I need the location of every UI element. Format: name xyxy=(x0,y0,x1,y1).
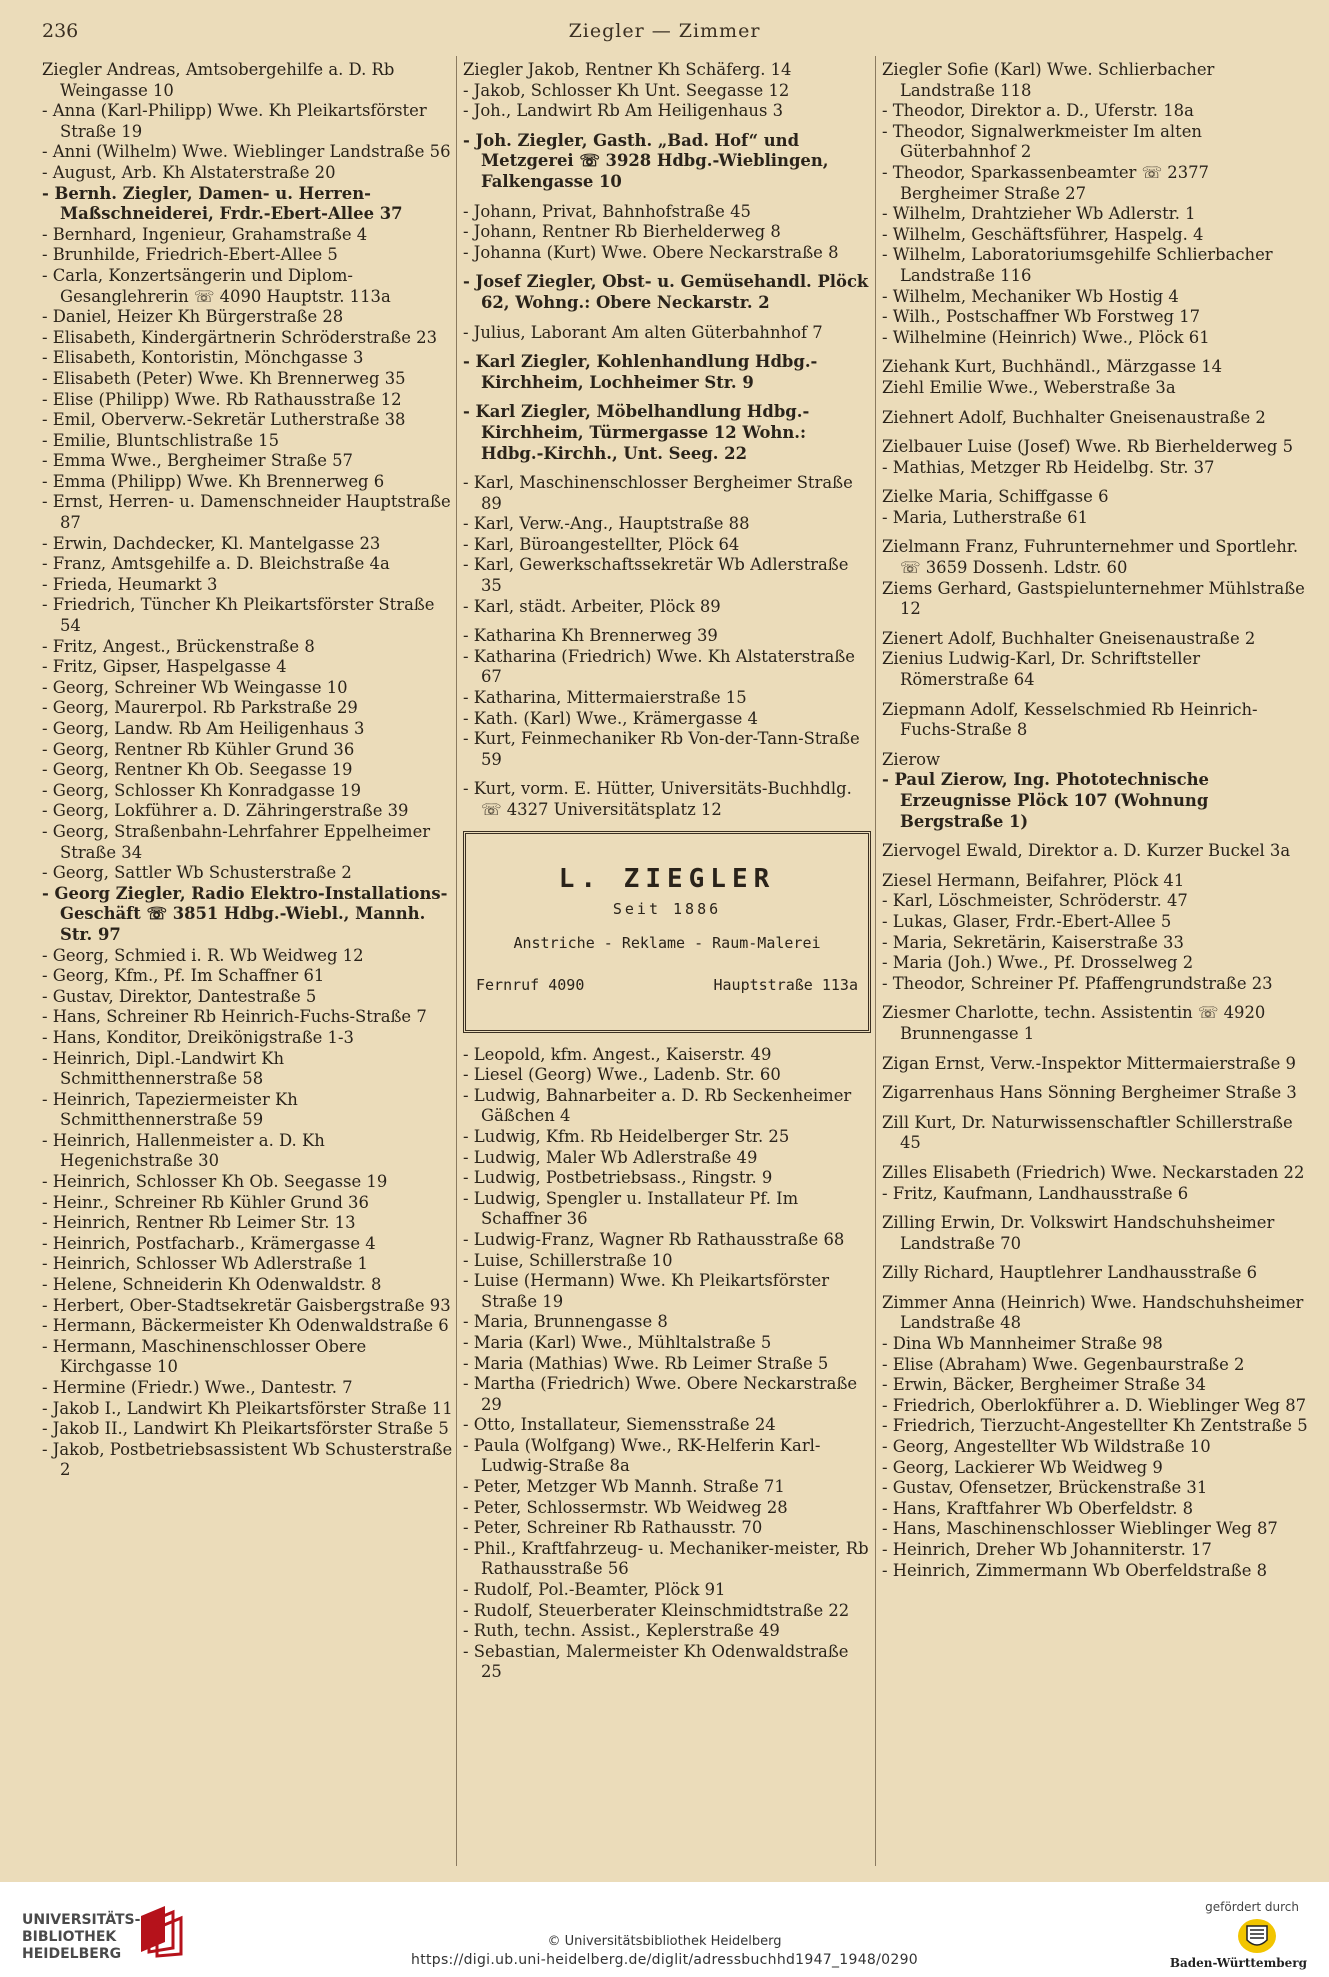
directory-entry: - Karl, Büroangestellter, Plöck 64 xyxy=(463,534,740,554)
directory-entry: - Heinr., Schreiner Rb Kühler Grund 36 xyxy=(42,1192,369,1212)
ad-services: Anstriche - Reklame - Raum-Malerei xyxy=(513,933,821,952)
directory-entry: - Fritz, Kaufmann, Landhausstraße 6 xyxy=(882,1183,1189,1203)
directory-entry: - Hans, Maschinenschlosser Wieblinger Weg 87 xyxy=(882,1519,1278,1539)
directory-entry: - Heinrich, Tapeziermeister Kh Schmitthennerstraße 59 xyxy=(42,1089,298,1130)
directory-entry: - Herbert, Ober-Stadtsekretär Gaisbergstraße 93 xyxy=(42,1295,451,1315)
column-divider xyxy=(456,56,457,1866)
directory-entry: - Georg, Straßenbahn-Lehrfahrer Eppelheimer Straße 34 xyxy=(42,821,431,862)
directory-entry: - Hans, Konditor, Dreikönigstraße 1-3 xyxy=(42,1027,354,1047)
running-head: Ziegler — Zimmer xyxy=(568,20,761,42)
directory-entry: - Jakob, Schlosser Kh Unt. Seegasse 12 xyxy=(463,80,790,100)
directory-entry: - Martha (Friedrich) Wwe. Obere Neckarstraße 29 xyxy=(463,1374,858,1414)
directory-entry: - Helene, Schneiderin Kh Odenwaldstr. 8 xyxy=(42,1275,382,1295)
directory-entry: - Jakob II., Landwirt Kh Pleikartsförster Straße 5 xyxy=(42,1419,449,1439)
directory-entry: - Joh. Ziegler, Gasth. „Bad. Hof“ und Metzgerei ☏ 3928 Hdbg.-Wieblingen, Falkengasse 10 xyxy=(463,130,829,191)
directory-entry: - Wilh., Postschaffner Wb Forstweg 17 xyxy=(882,307,1201,327)
directory-entry: - Phil., Kraftfahrzeug- u. Mechaniker-meister, Rb Rathausstraße 56 xyxy=(463,1538,869,1579)
directory-entry: Ziesel Hermann, Beifahrer, Plöck 41 xyxy=(882,870,1185,890)
directory-entry: - Heinrich, Postfacharb., Krämergasse 4 xyxy=(42,1233,376,1253)
directory-column-1 xyxy=(42,60,454,1481)
directory-entry: Ziehnert Adolf, Buchhalter Gneisenaustraße 2 xyxy=(882,407,1266,427)
directory-entry: - Johanna (Kurt) Wwe. Obere Neckarstraße 8 xyxy=(463,242,839,262)
directory-entry: - Wilhelmine (Heinrich) Wwe., Plöck 61 xyxy=(882,327,1210,347)
directory-entry: - Hermann, Bäckermeister Kh Odenwaldstraße 6 xyxy=(42,1316,449,1336)
directory-entry: - Jakob I., Landwirt Kh Pleikartsförster Straße 11 xyxy=(42,1398,453,1418)
directory-entry: - Karl, Gewerkschaftssekretär Wb Adlerstraße 35 xyxy=(463,555,849,596)
column-2-top-entries xyxy=(463,60,871,821)
directory-entry: - Franz, Amtsgehilfe a. D. Bleichstraße 4a xyxy=(42,554,390,574)
directory-entry: - Friedrich, Tierzucht-Angestellter Kh Zentstraße 5 xyxy=(882,1416,1308,1436)
directory-entry: - Emma Wwe., Bergheimer Straße 57 xyxy=(42,451,353,471)
directory-entry: Ziegler Andreas, Amtsobergehilfe a. D. Rb Weingasse 10 xyxy=(42,60,395,100)
directory-entry: Ziegler Sofie (Karl) Wwe. Schlierbacher Landstraße 118 xyxy=(882,60,1215,100)
directory-entry: Zigarrenhaus Hans Sönning Bergheimer Straße 3 xyxy=(882,1083,1297,1103)
directory-entry: - Kurt, Feinmechaniker Rb Von-der-Tann-Straße 59 xyxy=(463,729,860,769)
directory-entry: - Ludwig-Franz, Wagner Rb Rathausstraße 68 xyxy=(463,1229,845,1249)
directory-entry: - Heinrich, Zimmermann Wb Oberfeldstraße 8 xyxy=(882,1560,1268,1580)
directory-entry: - Georg, Rentner Kh Ob. Seegasse 19 xyxy=(42,760,353,780)
directory-entry: - Maria, Lutherstraße 61 xyxy=(882,507,1089,527)
directory-entry: - Fritz, Gipser, Haspelgasse 4 xyxy=(42,657,287,677)
directory-entry: - Brunhilde, Friedrich-Ebert-Allee 5 xyxy=(42,245,338,265)
directory-entry: - Elise (Philipp) Wwe. Rb Rathausstraße 12 xyxy=(42,389,402,409)
directory-entry: - Leopold, kfm. Angest., Kaiserstr. 49 xyxy=(463,1044,772,1064)
directory-entry: - Emil, Oberverw.-Sekretär Lutherstraße 38 xyxy=(42,410,406,430)
directory-entry: - Heinrich, Rentner Rb Leimer Str. 13 xyxy=(42,1213,356,1233)
page-number: 236 xyxy=(42,20,79,42)
directory-entry: - Heinrich, Schlosser Wb Adlerstraße 1 xyxy=(42,1254,368,1274)
directory-entry: - Georg, Lackierer Wb Weidweg 9 xyxy=(882,1457,1163,1477)
directory-entry: - Theodor, Direktor a. D., Uferstr. 18a xyxy=(882,101,1194,121)
directory-entry: - Peter, Schlossermstr. Wb Weidweg 28 xyxy=(463,1497,788,1517)
permalink-url[interactable]: https://digi.ub.uni-heidelberg.de/diglit/adressbuchhd1947_1948/0290 xyxy=(411,1952,918,1968)
directory-entry: Ziervogel Ewald, Direktor a. D. Kurzer Buckel 3a xyxy=(882,841,1291,861)
directory-entry: - Gustav, Direktor, Dantestraße 5 xyxy=(42,986,317,1006)
directory-entry: - Friedrich, Tüncher Kh Pleikartsförster Straße 54 xyxy=(42,595,435,636)
directory-entry: - Erwin, Bäcker, Bergheimer Straße 34 xyxy=(882,1375,1206,1395)
directory-entry: - Kath. (Karl) Wwe., Krämergasse 4 xyxy=(463,708,758,728)
digitization-footer xyxy=(0,1882,1329,1977)
directory-entry: - Luise (Hermann) Wwe. Kh Pleikartsförster Straße 19 xyxy=(463,1271,830,1311)
directory-entry: Ziepmann Adolf, Kesselschmied Rb Heinrich-Fuchs-Straße 8 xyxy=(882,699,1258,740)
directory-entry: Zill Kurt, Dr. Naturwissenschaftler Schillerstraße 45 xyxy=(882,1112,1293,1153)
directory-entry: - Rudolf, Steuerberater Kleinschmidtstraße 22 xyxy=(463,1600,850,1620)
directory-entry: - Dina Wb Mannheimer Straße 98 xyxy=(882,1334,1163,1354)
directory-entry: - Wilhelm, Geschäftsführer, Haspelg. 4 xyxy=(882,224,1204,244)
directory-entry: - Ruth, techn. Assist., Keplerstraße 49 xyxy=(463,1621,780,1641)
directory-entry: - Mathias, Metzger Rb Heidelbg. Str. 37 xyxy=(882,457,1215,477)
directory-entry: - Johann, Privat, Bahnhofstraße 45 xyxy=(463,201,751,221)
directory-entry: - Theodor, Schreiner Pf. Pfaffengrundstraße 23 xyxy=(882,973,1273,993)
directory-entry: - Emma (Philipp) Wwe. Kh Brennerweg 6 xyxy=(42,471,385,491)
directory-entry: - Karl Ziegler, Kohlenhandlung Hdbg.-Kirchheim, Lochheimer Str. 9 xyxy=(463,352,818,392)
directory-entry: - Katharina (Friedrich) Wwe. Kh Alstaterstraße 67 xyxy=(463,646,855,687)
directory-entry: Ziems Gerhard, Gastspielunternehmer Mühlstraße 12 xyxy=(882,578,1305,619)
directory-entry: - Georg, Kfm., Pf. Im Schaffner 61 xyxy=(42,966,325,986)
directory-entry: - Georg, Schlosser Kh Konradgasse 19 xyxy=(42,780,361,800)
directory-entry: - August, Arb. Kh Alstaterstraße 20 xyxy=(42,162,336,182)
directory-entry: Zilles Elisabeth (Friedrich) Wwe. Neckarstaden 22 xyxy=(882,1162,1305,1182)
library-name-line: BIBLIOTHEK xyxy=(22,1929,117,1945)
directory-entry: Zielbauer Luise (Josef) Wwe. Rb Bierhelderweg 5 xyxy=(882,437,1294,457)
directory-entry: - Karl, Maschinenschlosser Bergheimer Straße 89 xyxy=(463,473,853,513)
directory-entry: - Julius, Laborant Am alten Güterbahnhof 7 xyxy=(463,322,823,342)
directory-entry: - Ernst, Herren- u. Damenschneider Hauptstraße 87 xyxy=(42,492,451,533)
directory-entry: - Georg, Angestellter Wb Wildstraße 10 xyxy=(882,1437,1211,1457)
ad-phone: Fernruf 4090 xyxy=(476,975,585,994)
directory-entry: - Karl, Verw.-Ang., Hauptstraße 88 xyxy=(463,514,750,534)
directory-entry: - Lukas, Glaser, Frdr.-Ebert-Allee 5 xyxy=(882,911,1172,931)
directory-entry: - Hans, Schreiner Rb Heinrich-Fuchs-Straße 7 xyxy=(42,1007,427,1027)
directory-entry: - Rudolf, Pol.-Beamter, Plöck 91 xyxy=(463,1580,726,1600)
directory-entry: - Georg, Rentner Rb Kühler Grund 36 xyxy=(42,739,355,759)
directory-entry: - Jakob, Postbetriebsassistent Wb Schusterstraße 2 xyxy=(42,1439,453,1480)
directory-entry: - Maria (Joh.) Wwe., Pf. Drosselweg 2 xyxy=(882,953,1194,973)
directory-entry: - Katharina, Mittermaierstraße 15 xyxy=(463,688,747,708)
directory-entry: - Anna (Karl-Philipp) Wwe. Kh Pleikartsförster Straße 19 xyxy=(42,101,427,141)
directory-entry: - Georg, Sattler Wb Schusterstraße 2 xyxy=(42,863,352,883)
ad-founded: Seit 1886 xyxy=(612,899,722,918)
directory-entry: Ziehank Kurt, Buchhändl., Märzgasse 14 xyxy=(882,357,1223,377)
directory-entry: - Ludwig, Bahnarbeiter a. D. Rb Seckenheimer Gäßchen 4 xyxy=(463,1085,852,1126)
directory-entry: - Ludwig, Postbetriebsass., Ringstr. 9 xyxy=(463,1168,773,1188)
directory-entry: Zienert Adolf, Buchhalter Gneisenaustraße 2 xyxy=(882,628,1256,648)
directory-entry: - Georg, Schreiner Wb Weingasse 10 xyxy=(42,677,348,697)
directory-entry: - Wilhelm, Laboratoriumsgehilfe Schlierbacher Landstraße 116 xyxy=(882,245,1273,285)
directory-entry: - Maria, Brunnengasse 8 xyxy=(463,1312,668,1332)
directory-entry: Zierow xyxy=(882,749,941,769)
directory-entry: - Theodor, Signalwerkmeister Im alten Güterbahnhof 2 xyxy=(882,121,1202,162)
directory-entry: - Georg Ziegler, Radio Elektro-Installations-Geschäft ☏ 3851 Hdbg.-Wiebl., Mannh. Str. 97 xyxy=(42,883,448,944)
directory-entry: Ziesmer Charlotte, techn. Assistentin ☏ 4920 Brunnengasse 1 xyxy=(882,1003,1266,1043)
directory-entry: Zielmann Franz, Fuhrunternehmer und Sportlehr. ☏ 3659 Dossenh. Ldstr. 60 xyxy=(882,537,1299,578)
directory-entry: - Heinrich, Dreher Wb Johanniterstr. 17 xyxy=(882,1540,1212,1559)
directory-entry: - Paula (Wolfgang) Wwe., RK-Helferin Karl-Ludwig-Straße 8a xyxy=(463,1435,821,1476)
directory-entry: - Hermann, Maschinenschlosser Obere Kirchgasse 10 xyxy=(42,1336,367,1377)
directory-entry: - Georg, Landw. Rb Am Heiligenhaus 3 xyxy=(42,719,365,738)
directory-entry: - Karl Ziegler, Möbelhandlung Hdbg.-Kirchheim, Türmergasse 12 Wohn.: Hdbg.-Kirchh., Unt. Seeg. 22 xyxy=(463,402,810,463)
directory-column-2 xyxy=(463,60,871,1683)
state-coat-of-arms-icon xyxy=(1237,1918,1277,1954)
directory-entry: - Georg, Maurerpol. Rb Parkstraße 29 xyxy=(42,698,358,718)
directory-entry: - Karl, Löschmeister, Schröderstr. 47 xyxy=(882,891,1188,911)
directory-entry: - Elise (Abraham) Wwe. Gegenbaurstraße 2 xyxy=(882,1354,1245,1374)
directory-entry: - Paul Zierow, Ing. Phototechnische Erzeugnisse Plöck 107 (Wohnung Bergstraße 1) xyxy=(882,770,1209,831)
advertisement-l-ziegler xyxy=(463,831,871,1033)
directory-entry: Zilly Richard, Hauptlehrer Landhausstraße 6 xyxy=(882,1263,1258,1283)
copyright-notice: © Universitätsbibliothek Heidelberg xyxy=(547,1934,782,1949)
directory-entry: - Hans, Kraftfahrer Wb Oberfeldstr. 8 xyxy=(882,1498,1194,1518)
directory-entry: - Georg, Schmied i. R. Wb Weidweg 12 xyxy=(42,945,364,965)
column-2-bottom-entries xyxy=(463,1045,871,1683)
directory-entry: - Bernh. Ziegler, Damen- u. Herren-Maßschneiderei, Frdr.-Ebert-Allee 37 xyxy=(42,183,403,224)
directory-entry: - Heinrich, Schlosser Kh Ob. Seegasse 19 xyxy=(42,1172,388,1192)
directory-entry: - Daniel, Heizer Kh Bürgerstraße 28 xyxy=(42,307,344,327)
library-name-line: UNIVERSITÄTS- xyxy=(22,1912,141,1928)
directory-entry: - Bernhard, Ingenieur, Grahamstraße 4 xyxy=(42,224,368,244)
directory-entry: - Josef Ziegler, Obst- u. Gemüsehandl. Plöck 62, Wohng.: Obere Neckarstr. 2 xyxy=(463,272,869,312)
directory-entry: - Ludwig, Maler Wb Adlerstraße 49 xyxy=(463,1147,758,1167)
directory-entry: - Hermine (Friedr.) Wwe., Dantestr. 7 xyxy=(42,1378,353,1397)
directory-entry: Ziehl Emilie Wwe., Weberstraße 3a xyxy=(882,377,1176,397)
directory-entry: - Friedrich, Oberlokführer a. D. Wieblinger Weg 87 xyxy=(882,1395,1307,1415)
directory-entry: Zilling Erwin, Dr. Volkswirt Handschuhsheimer Landstraße 70 xyxy=(882,1213,1275,1253)
directory-entry: - Heinrich, Hallenmeister a. D. Kh Hegenichstraße 30 xyxy=(42,1130,325,1171)
library-name-line: HEIDELBERG xyxy=(22,1946,122,1962)
directory-entry: - Emilie, Bluntschlistraße 15 xyxy=(42,430,280,450)
directory-entry: Ziegler Jakob, Rentner Kh Schäferg. 14 xyxy=(463,60,792,79)
directory-entry: - Heinrich, Dipl.-Landwirt Kh Schmitthennerstraße 58 xyxy=(42,1048,285,1089)
directory-column-3 xyxy=(882,60,1312,1581)
directory-entry: - Ludwig, Spengler u. Installateur Pf. Im Schaffner 36 xyxy=(463,1188,799,1229)
directory-entry: - Theodor, Sparkassenbeamter ☏ 2377 Bergheimer Straße 27 xyxy=(882,162,1209,203)
directory-entry: - Peter, Schreiner Rb Rathausstr. 70 xyxy=(463,1518,763,1538)
directory-entry: - Erwin, Dachdecker, Kl. Mantelgasse 23 xyxy=(42,533,381,553)
directory-entry: - Elisabeth, Kontoristin, Mönchgasse 3 xyxy=(42,348,364,368)
directory-entry: - Katharina Kh Brennerweg 39 xyxy=(463,626,718,646)
directory-entry: Zigan Ernst, Verw.-Inspektor Mittermaierstraße 9 xyxy=(882,1053,1296,1073)
directory-entry: - Johann, Rentner Rb Bierhelderweg 8 xyxy=(463,222,781,242)
directory-entry: - Wilhelm, Drahtzieher Wb Adlerstr. 1 xyxy=(882,204,1196,224)
directory-entry: - Carla, Konzertsängerin und Diplom-Gesanglehrerin ☏ 4090 Hauptstr. 113a xyxy=(42,265,391,306)
funding-label: gefördert durch xyxy=(1205,1900,1299,1914)
library-logo-icon xyxy=(135,1902,193,1958)
directory-entry: - Karl, städt. Arbeiter, Plöck 89 xyxy=(463,596,721,616)
directory-entry: - Sebastian, Malermeister Kh Odenwaldstraße 25 xyxy=(463,1641,849,1682)
directory-entry: - Frieda, Heumarkt 3 xyxy=(42,574,218,594)
directory-entry: - Liesel (Georg) Wwe., Ladenb. Str. 60 xyxy=(463,1065,781,1085)
directory-entry: - Georg, Lokführer a. D. Zähringerstraße 39 xyxy=(42,801,409,821)
directory-entry: - Luise, Schillerstraße 10 xyxy=(463,1250,673,1270)
directory-entry: Zienius Ludwig-Karl, Dr. Schriftsteller Römerstraße 64 xyxy=(882,649,1201,690)
column-divider xyxy=(875,56,876,1866)
directory-entry: - Peter, Metzger Wb Mannh. Straße 71 xyxy=(463,1477,785,1497)
directory-entry: - Otto, Installateur, Siemensstraße 24 xyxy=(463,1415,776,1435)
directory-entry: - Kurt, vorm. E. Hütter, Universitäts-Buchhdlg. ☏ 4327 Universitätsplatz 12 xyxy=(463,779,852,819)
directory-entry: - Ludwig, Kfm. Rb Heidelberger Str. 25 xyxy=(463,1126,790,1146)
directory-entry: - Anni (Wilhelm) Wwe. Wieblinger Landstraße 56 xyxy=(42,142,451,162)
directory-entry: - Maria (Karl) Wwe., Mühltalstraße 5 xyxy=(463,1332,772,1352)
directory-entry: - Maria (Mathias) Wwe. Rb Leimer Straße 5 xyxy=(463,1353,829,1373)
directory-entry: - Elisabeth, Kindergärtnerin Schröderstraße 23 xyxy=(42,327,438,347)
directory-entry: - Wilhelm, Mechaniker Wb Hostig 4 xyxy=(882,286,1179,306)
directory-entry: - Gustav, Ofensetzer, Brückenstraße 31 xyxy=(882,1478,1208,1498)
ad-company-name: L. ZIEGLER xyxy=(558,863,776,894)
directory-entry: Zimmer Anna (Heinrich) Wwe. Handschuhsheimer Landstraße 48 xyxy=(882,1292,1304,1333)
directory-entry: - Fritz, Angest., Brückenstraße 8 xyxy=(42,636,315,656)
funder-name: Baden-Württemberg xyxy=(1169,1956,1307,1970)
directory-entry: - Joh., Landwirt Rb Am Heiligenhaus 3 xyxy=(463,101,784,121)
directory-entry: Zielke Maria, Schiffgasse 6 xyxy=(882,487,1109,507)
directory-entry: - Elisabeth (Peter) Wwe. Kh Brennerweg 35 xyxy=(42,368,406,388)
directory-entry: - Maria, Sekretärin, Kaiserstraße 33 xyxy=(882,932,1184,952)
ad-address: Hauptstraße 113a xyxy=(713,975,858,994)
